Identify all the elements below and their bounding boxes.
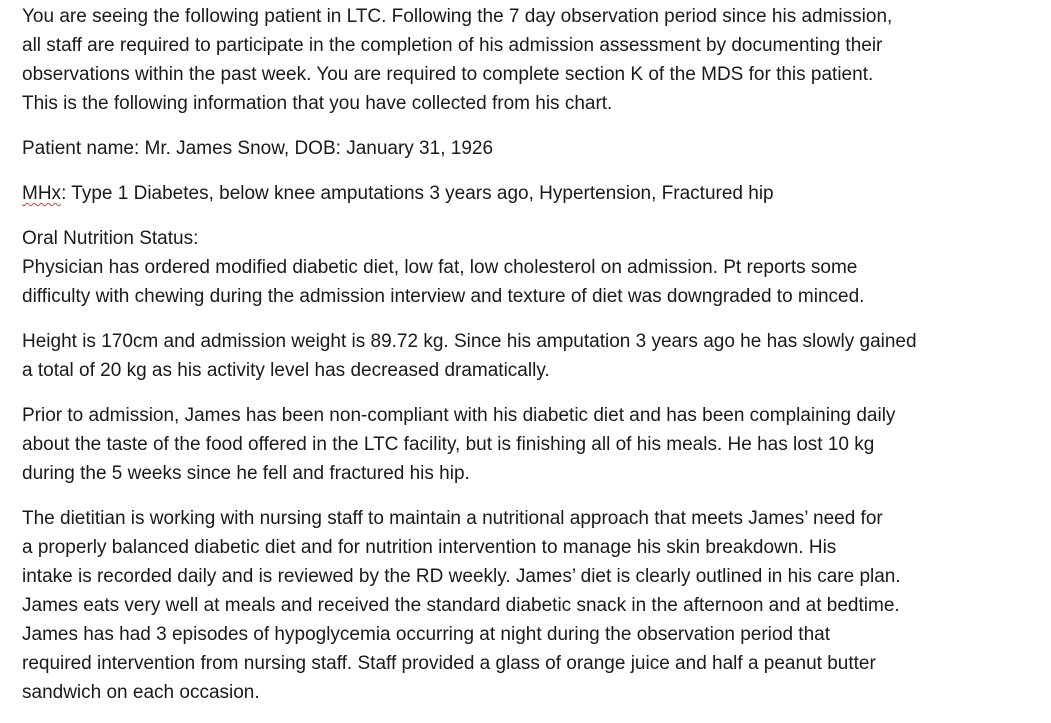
oral-nutrition-paragraph: Physician has ordered modified diabetic diet, low fat, low cholesterol on admission. Pt reports some difficulty with chewing during the admission interview and texture of diet was downgraded to minced. xyxy=(22,257,865,307)
medical-history-paragraph xyxy=(22,179,962,208)
height-weight-paragraph: Height is 170cm and admission weight is 89.72 kg. Since his amputation 3 years ago he has slowly gained a total of 20 kg as his activity level has decreased dramatically. xyxy=(22,331,917,381)
intro-paragraph: You are seeing the following patient in LTC. Following the 7 day observation period since his admission, all staff are required to participate in the completion of his admission assessment by documenting their observations within the past week. You are required to complete section K of the MDS for this patient. This is the following information that you have collected from his chart. xyxy=(22,6,893,114)
dietitian-paragraph: The dietitian is working with nursing staff to maintain a nutritional approach that meets James’ need for a properly balanced diabetic diet and for nutrition intervention to manage his skin breakdown. His intake is recorded daily and is reviewed by the RD weekly. James’ diet is clearly outlined in his care plan. James eats very well at meals and received the standard diabetic snack in the afternoon and at bedtime. James has had 3 episodes of hypoglycemia occurring at night during the observation period that required intervention from nursing staff. Staff provided a glass of orange juice and half a peanut butter sandwich on each occasion. xyxy=(22,508,901,703)
patient-info-paragraph: Patient name: Mr. James Snow, DOB: January 31, 1926 xyxy=(22,138,494,159)
mhx-label: MHx xyxy=(22,183,62,204)
mhx-text: : Type 1 Diabetes, below knee amputations 3 years ago, Hypertension, Fractured hip xyxy=(61,183,774,204)
prior-admission-paragraph: Prior to admission, James has been non-compliant with his diabetic diet and has been complaining daily about the taste of the food offered in the LTC facility, but is finishing all of his meals. He has lost 10 kg during the 5 weeks since he fell and fractured his hip. xyxy=(22,405,896,484)
document-body xyxy=(22,2,962,723)
oral-nutrition-heading: Oral Nutrition Status: xyxy=(22,228,199,249)
